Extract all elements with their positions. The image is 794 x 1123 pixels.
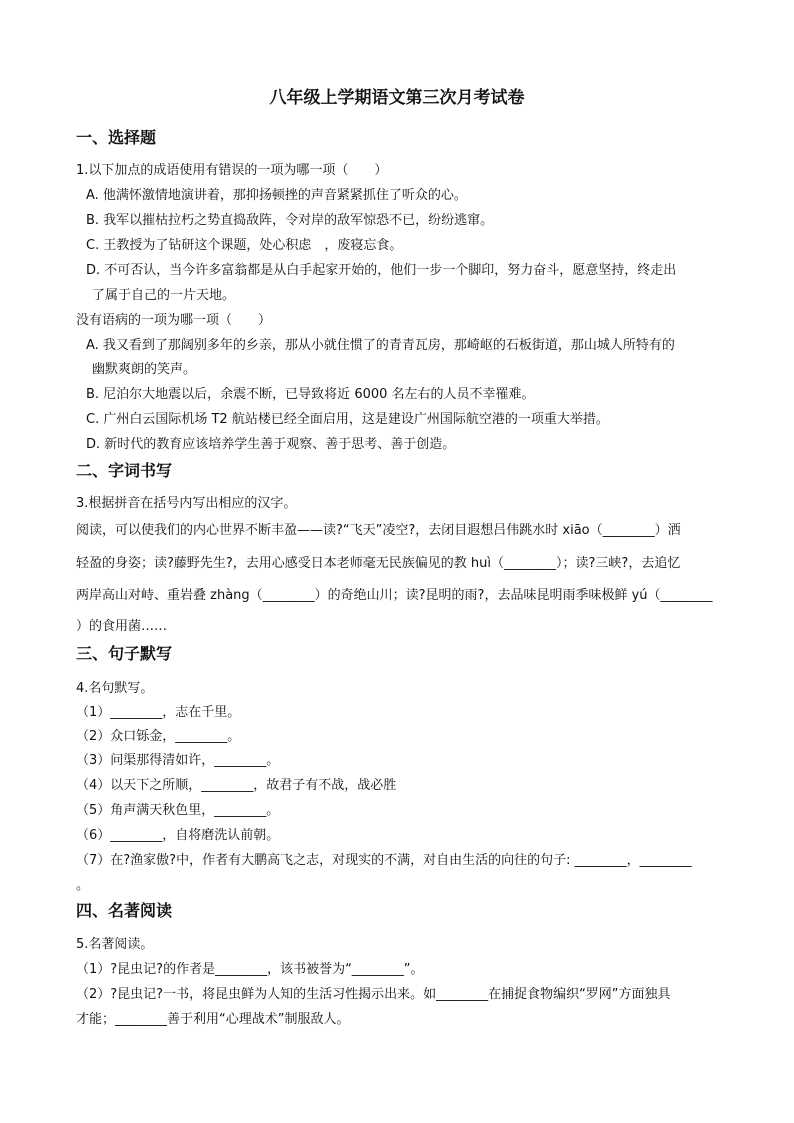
q4-stem: 4.名句默写。 bbox=[76, 681, 154, 696]
section-heading-classics: 四、名著阅读 bbox=[76, 901, 173, 920]
q4-item-1: （1）________，志在千里。 bbox=[76, 705, 241, 720]
q4-item-4: （4）以天下之所顺，________，故君子有不战，战必胜 bbox=[76, 778, 397, 793]
page-title: 八年级上学期语文第三次月考试卷 bbox=[269, 88, 525, 108]
q4-item-2: （2）众口铄金，________。 bbox=[76, 729, 241, 744]
q4-item-6: （6）________，自将磨洗认前朝。 bbox=[76, 828, 280, 843]
q2-option-c: C. 广州白云国际机场 T2 航站楼已经全面启用，这是建设广州国际航空港的一项重大举措。 bbox=[86, 412, 609, 427]
q4-item-5: （5）角声满天秋色里，________。 bbox=[76, 803, 280, 818]
q2-stem: 没有语病的一项为哪一项（ ） bbox=[76, 313, 272, 328]
q5-item-2: （2）?昆虫记?一书，将昆虫鲜为人知的生活习性揭示出来。如________在捕捉食物编织“罗网”方面独具 bbox=[76, 987, 671, 1002]
q5-item-1: （1）?昆虫记?的作者是________，该书被誉为“________”。 bbox=[76, 962, 424, 977]
q2-option-a-continued: 幽默爽朗的笑声。 bbox=[92, 362, 197, 377]
q4-item-7-continued: 。 bbox=[76, 878, 90, 893]
section-heading-sentences: 三、句子默写 bbox=[76, 644, 173, 663]
q2-option-b: B. 尼泊尔大地震以后，余震不断，已导致将近 6000 名左右的人员不幸罹难。 bbox=[86, 387, 535, 402]
q5-item-2-continued: 才能；________善于利用“心理战术”制服敌人。 bbox=[76, 1012, 350, 1027]
q1-stem: 1.以下加点的成语使用有错误的一项为哪一项（ ） bbox=[76, 163, 388, 178]
q3-passage-line-4: ）的食用菌…… bbox=[76, 619, 168, 634]
section-heading-words: 二、字词书写 bbox=[76, 461, 173, 480]
q1-option-d: D. 不可否认，当今许多富翁都是从白手起家开始的，他们一步一个脚印，努力奋斗，愿意坚持，终走出 bbox=[86, 263, 677, 278]
q3-passage-line-1: 阅读，可以使我们的内心世界不断丰盈——读?“飞天”凌空?，去闭目遐想吕伟跳水时 xiāo（________）洒 bbox=[76, 523, 681, 538]
q4-item-7: （7）在?渔家傲?中，作者有大鹏高飞之志，对现实的不满，对自由生活的向往的句子: ________，________ bbox=[76, 853, 692, 868]
q2-option-a: A. 我又看到了那阔别多年的乡亲，那从小就住惯了的青青瓦房，那崎岖的石板街道，那山城人所特有的 bbox=[86, 338, 675, 353]
q3-stem: 3.根据拼音在括号内写出相应的汉字。 bbox=[76, 496, 297, 511]
q1-option-c: C. 王教授为了钻研这个课题，处心积虑 ，废寝忘食。 bbox=[86, 238, 403, 253]
q2-option-d: D. 新时代的教育应该培养学生善于观察、善于思考、善于创造。 bbox=[86, 437, 456, 452]
q3-passage-line-3: 两岸高山对峙、重岩叠 zhàng（________）的奇绝山川；读?昆明的雨?，去品味昆明雨季味极鲜 yú（________ bbox=[76, 588, 713, 603]
q1-option-a: A. 他满怀激情地演讲着，那抑扬顿挫的声音紧紧抓住了听众的心。 bbox=[86, 188, 467, 203]
q5-stem: 5.名著阅读。 bbox=[76, 937, 154, 952]
section-heading-choice: 一、选择题 bbox=[76, 128, 157, 147]
q1-option-b: B. 我军以摧枯拉朽之势直捣敌阵，令对岸的敌军惊恐不已，纷纷逃窜。 bbox=[86, 213, 494, 228]
q4-item-3: （3）问渠那得清如许，________。 bbox=[76, 753, 280, 768]
q3-passage-line-2: 轻盈的身姿；读?藤野先生?，去用心感受日本老师毫无民族偏见的教 huì（________）；读?三峡?，去追忆 bbox=[76, 556, 681, 571]
q1-option-d-continued: 了属于自己的一片天地。 bbox=[92, 288, 236, 303]
